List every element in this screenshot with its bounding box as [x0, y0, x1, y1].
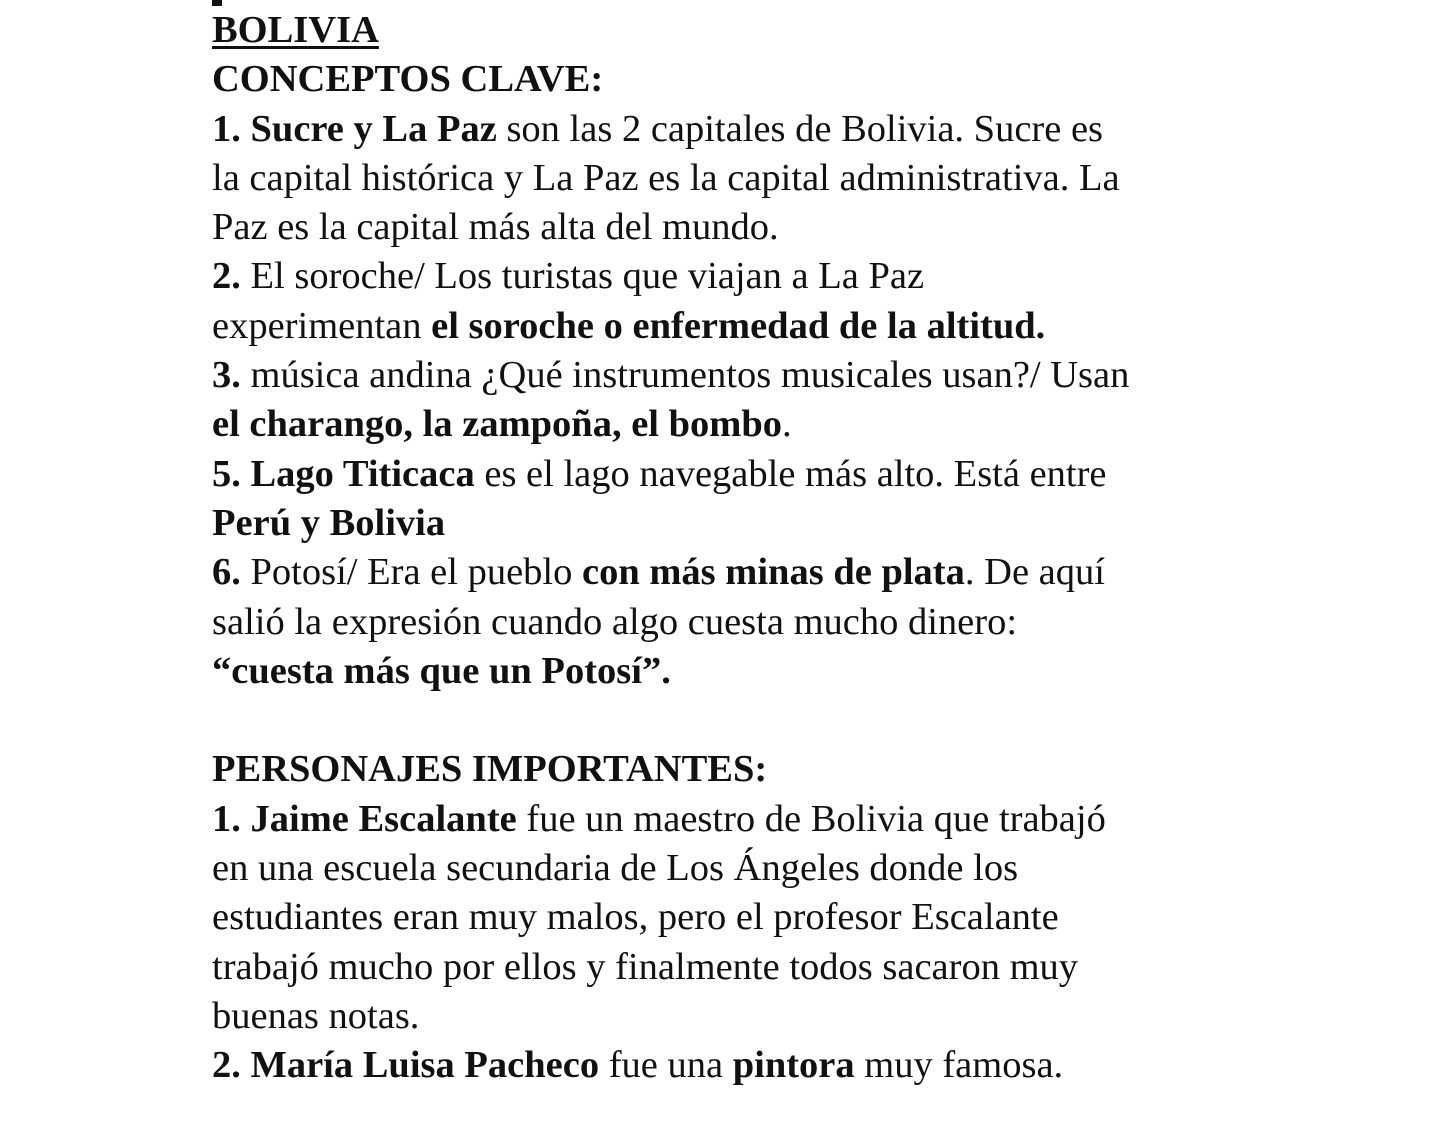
text-segment: es el lago navegable más alto. Está entre [474, 452, 1107, 495]
text-segment: . [782, 403, 792, 446]
concepto-item [212, 252, 1402, 351]
text-segment: en una escuela secundaria de Los Ángeles donde los [212, 847, 1019, 890]
text-line [212, 598, 1402, 647]
text-line [212, 943, 1402, 992]
text-segment: fue un maestro de Bolivia que trabajó [516, 797, 1106, 840]
text-line [212, 499, 1402, 548]
text-segment: . De aquí [964, 551, 1105, 594]
personajes-list [212, 795, 1402, 1091]
text-line [212, 105, 1402, 154]
concepto-item [212, 548, 1402, 696]
concepto-item [212, 450, 1402, 549]
text-segment: muy famosa. [854, 1044, 1064, 1087]
personaje-item [212, 795, 1402, 1041]
text-line [212, 252, 1402, 301]
bold-text: 6. [212, 551, 241, 594]
text-line [212, 154, 1402, 203]
text-line [212, 548, 1402, 597]
text-line [212, 795, 1402, 844]
text-segment: experimentan [212, 304, 432, 347]
text-line [212, 844, 1402, 893]
text-line [212, 992, 1402, 1041]
text-segment: salió la expresión cuando algo cuesta mucho dinero: [212, 600, 1018, 643]
bold-text: 5. Lago Titicaca [212, 452, 475, 495]
text-line [212, 400, 1402, 449]
bold-text: 1. Jaime Escalante [212, 797, 517, 840]
text-line [212, 647, 1402, 696]
bold-text: “cuesta más que un Potosí”. [212, 649, 671, 692]
text-segment: la capital histórica y La Paz es la capital administrativa. La [212, 156, 1120, 199]
concepto-item [212, 351, 1402, 450]
section-spacer [212, 696, 1402, 745]
text-segment: son las 2 capitales de Bolivia. Sucre es [496, 107, 1104, 150]
bold-text: 2. María Luisa Pacheco [212, 1044, 600, 1087]
bold-text: 3. [212, 354, 241, 397]
text-line [212, 450, 1402, 499]
text-segment: música andina ¿Qué instrumentos musicales usan?/ Usan [240, 354, 1130, 397]
bold-text: el soroche o enfermedad de la altitud. [431, 304, 1046, 347]
section-heading-conceptos: CONCEPTOS CLAVE: [212, 58, 604, 101]
bold-text: Perú y Bolivia [212, 501, 446, 544]
text-line [212, 351, 1402, 400]
text-line [212, 302, 1402, 351]
personaje-item [212, 1041, 1402, 1090]
text-segment: fue una [599, 1044, 733, 1087]
text-segment: trabajó mucho por ellos y finalmente todos sacaron muy [212, 945, 1079, 988]
text-line [212, 893, 1402, 942]
bold-text: con más minas de plata [581, 551, 965, 594]
text-segment: Potosí/ Era el pueblo [240, 551, 582, 594]
text-segment: El soroche/ Los turistas que viajan a La Paz [240, 255, 925, 298]
text-segment: estudiantes eran muy malos, pero el profesor Escalante [212, 896, 1059, 939]
conceptos-list [212, 105, 1402, 697]
text-line [212, 203, 1402, 252]
bold-text: el charango, la zampoña, el bombo [212, 403, 783, 446]
text-segment: buenas notas. [212, 994, 420, 1037]
document-page [212, 6, 1402, 1091]
bold-text: pintora [732, 1044, 855, 1087]
bold-text: 2. [212, 255, 241, 298]
bold-text: 1. Sucre y La Paz [212, 107, 497, 150]
text-line [212, 1041, 1402, 1090]
country-title: BOLIVIA [212, 9, 379, 51]
text-segment: Paz es la capital más alta del mundo. [212, 206, 779, 249]
section-heading-personajes: PERSONAJES IMPORTANTES: [212, 748, 768, 791]
concepto-item [212, 105, 1402, 253]
